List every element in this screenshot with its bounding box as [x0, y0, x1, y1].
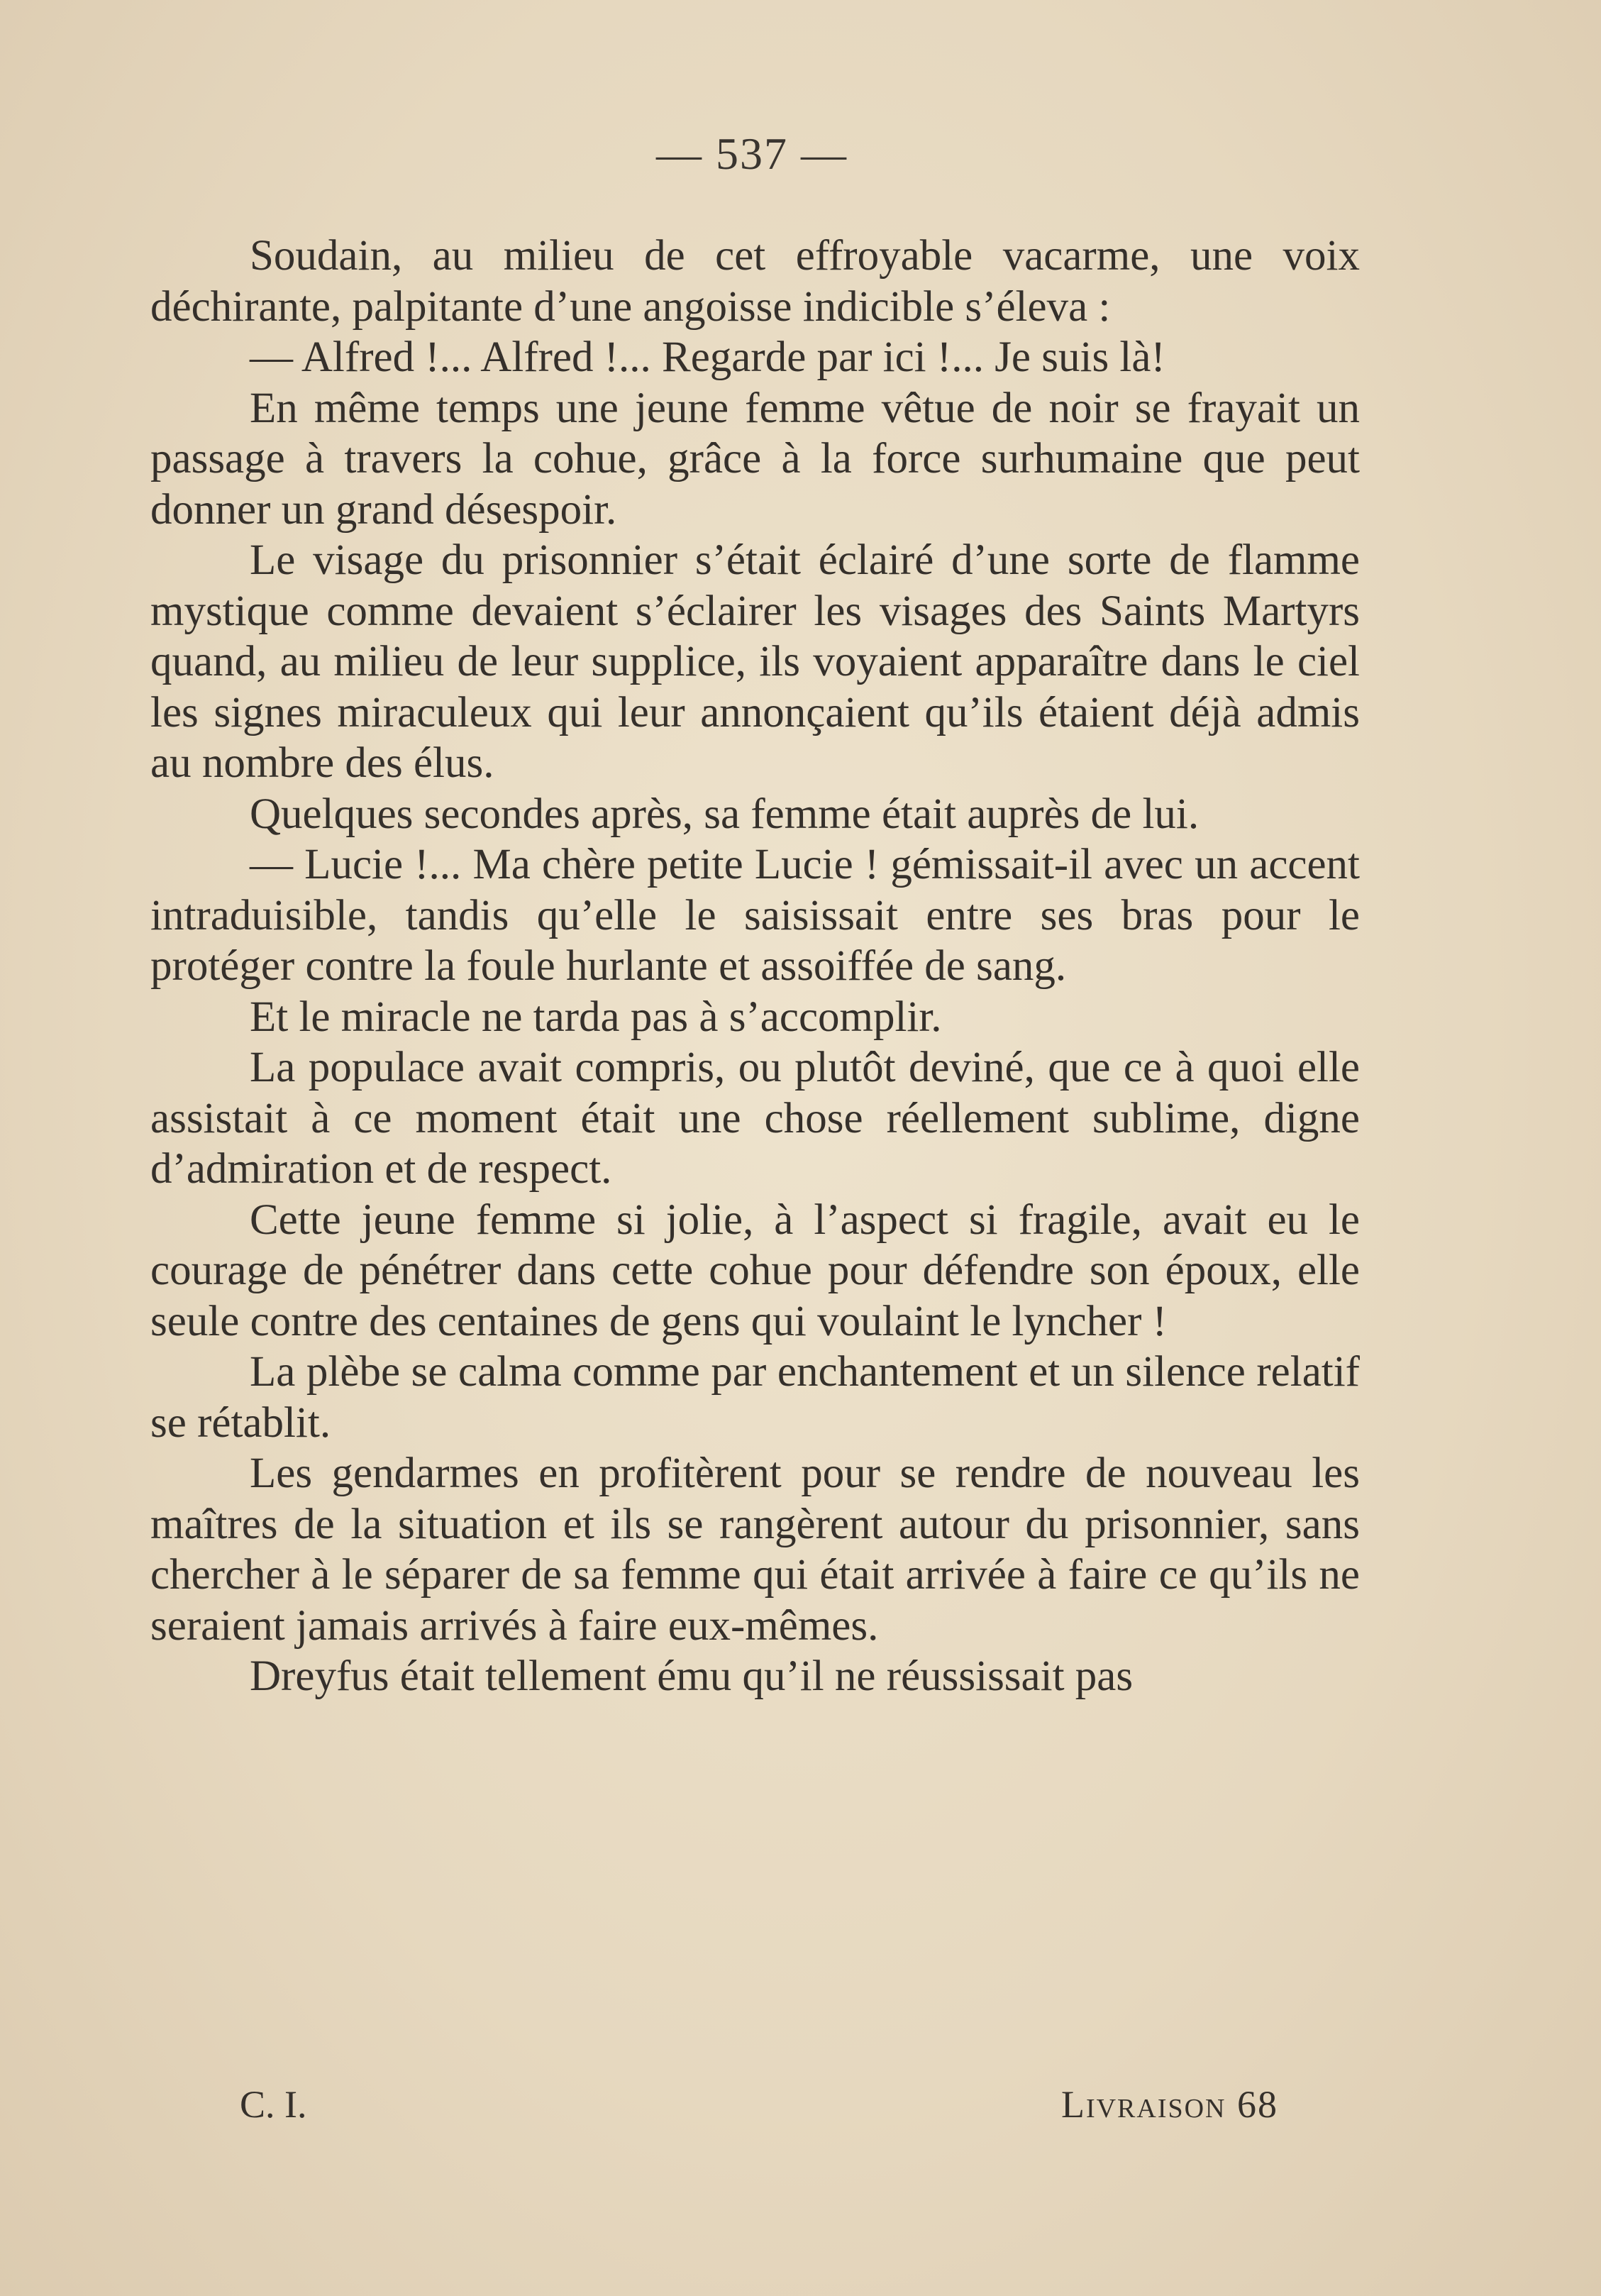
footer-livraison: Livraison 68: [1060, 2083, 1278, 2126]
paragraph: Les gendarmes en profitèrent pour se rendre de nouveau les maîtres de la situation et ils se rangèrent autour du prisonnier, sans chercher à le séparer de sa femme qui était arrivée à faire ce qu’ils ne seraient jamais arrivés à faire eux-mêmes.: [150, 1450, 1360, 1650]
page-footer: [0, 2082, 1601, 2139]
paragraph: Cette jeune femme si jolie, à l’aspect si fragile, avait eu le courage de pénétrer dans cette cohue pour défendre son époux, elle seule contre des centaines de gens qui voulaint le lyncher !: [150, 1196, 1360, 1345]
body-text: [150, 231, 1360, 1702]
paragraph: — Alfred !... Alfred !... Regarde par ici !... Je suis là!: [250, 333, 1165, 381]
paragraph: Et le miracle ne tarda pas à s’accomplir.: [250, 993, 942, 1041]
paragraph: Quelques secondes après, sa femme était auprès de lui.: [250, 790, 1200, 838]
paragraph: En même temps une jeune femme vêtue de noir se frayait un passage à travers la cohue, grâce à la force surhumaine que peut donner un grand désespoir.: [150, 384, 1360, 534]
paragraph: La plèbe se calma comme par enchantement et un silence relatif se rétablit.: [150, 1348, 1360, 1447]
paragraph: La populace avait compris, ou plutôt deviné, que ce à quoi elle assistait à ce moment était une chose réellement sublime, digne d’admiration et de respect.: [150, 1044, 1360, 1193]
footer-signature: C. I.: [240, 2083, 307, 2126]
paragraph: Dreyfus était tellement ému qu’il ne réussissait pas: [250, 1652, 1134, 1700]
paragraph: Le visage du prisonnier s’était éclairé d’une sorte de flamme mystique comme devaient s’éclairer les visages des Saints Martyrs quand, au milieu de leur supplice, ils voyaient apparaître dans le ciel les signes miraculeux qui leur annonçaient qu’ils étaient déjà admis au nombre des élus.: [150, 536, 1360, 787]
paragraph: — Lucie !... Ma chère petite Lucie ! gémissait-il avec un accent intraduisible, tandis qu’elle le saisissait entre ses bras pour le protéger contre la foule hurlante et assoiffée de sang.: [150, 841, 1360, 990]
paragraph: Soudain, au milieu de cet effroyable vacarme, une voix déchirante, palpitante d’une angoisse indicible s’éleva :: [150, 232, 1360, 331]
page-number: — 537 —: [656, 128, 848, 179]
